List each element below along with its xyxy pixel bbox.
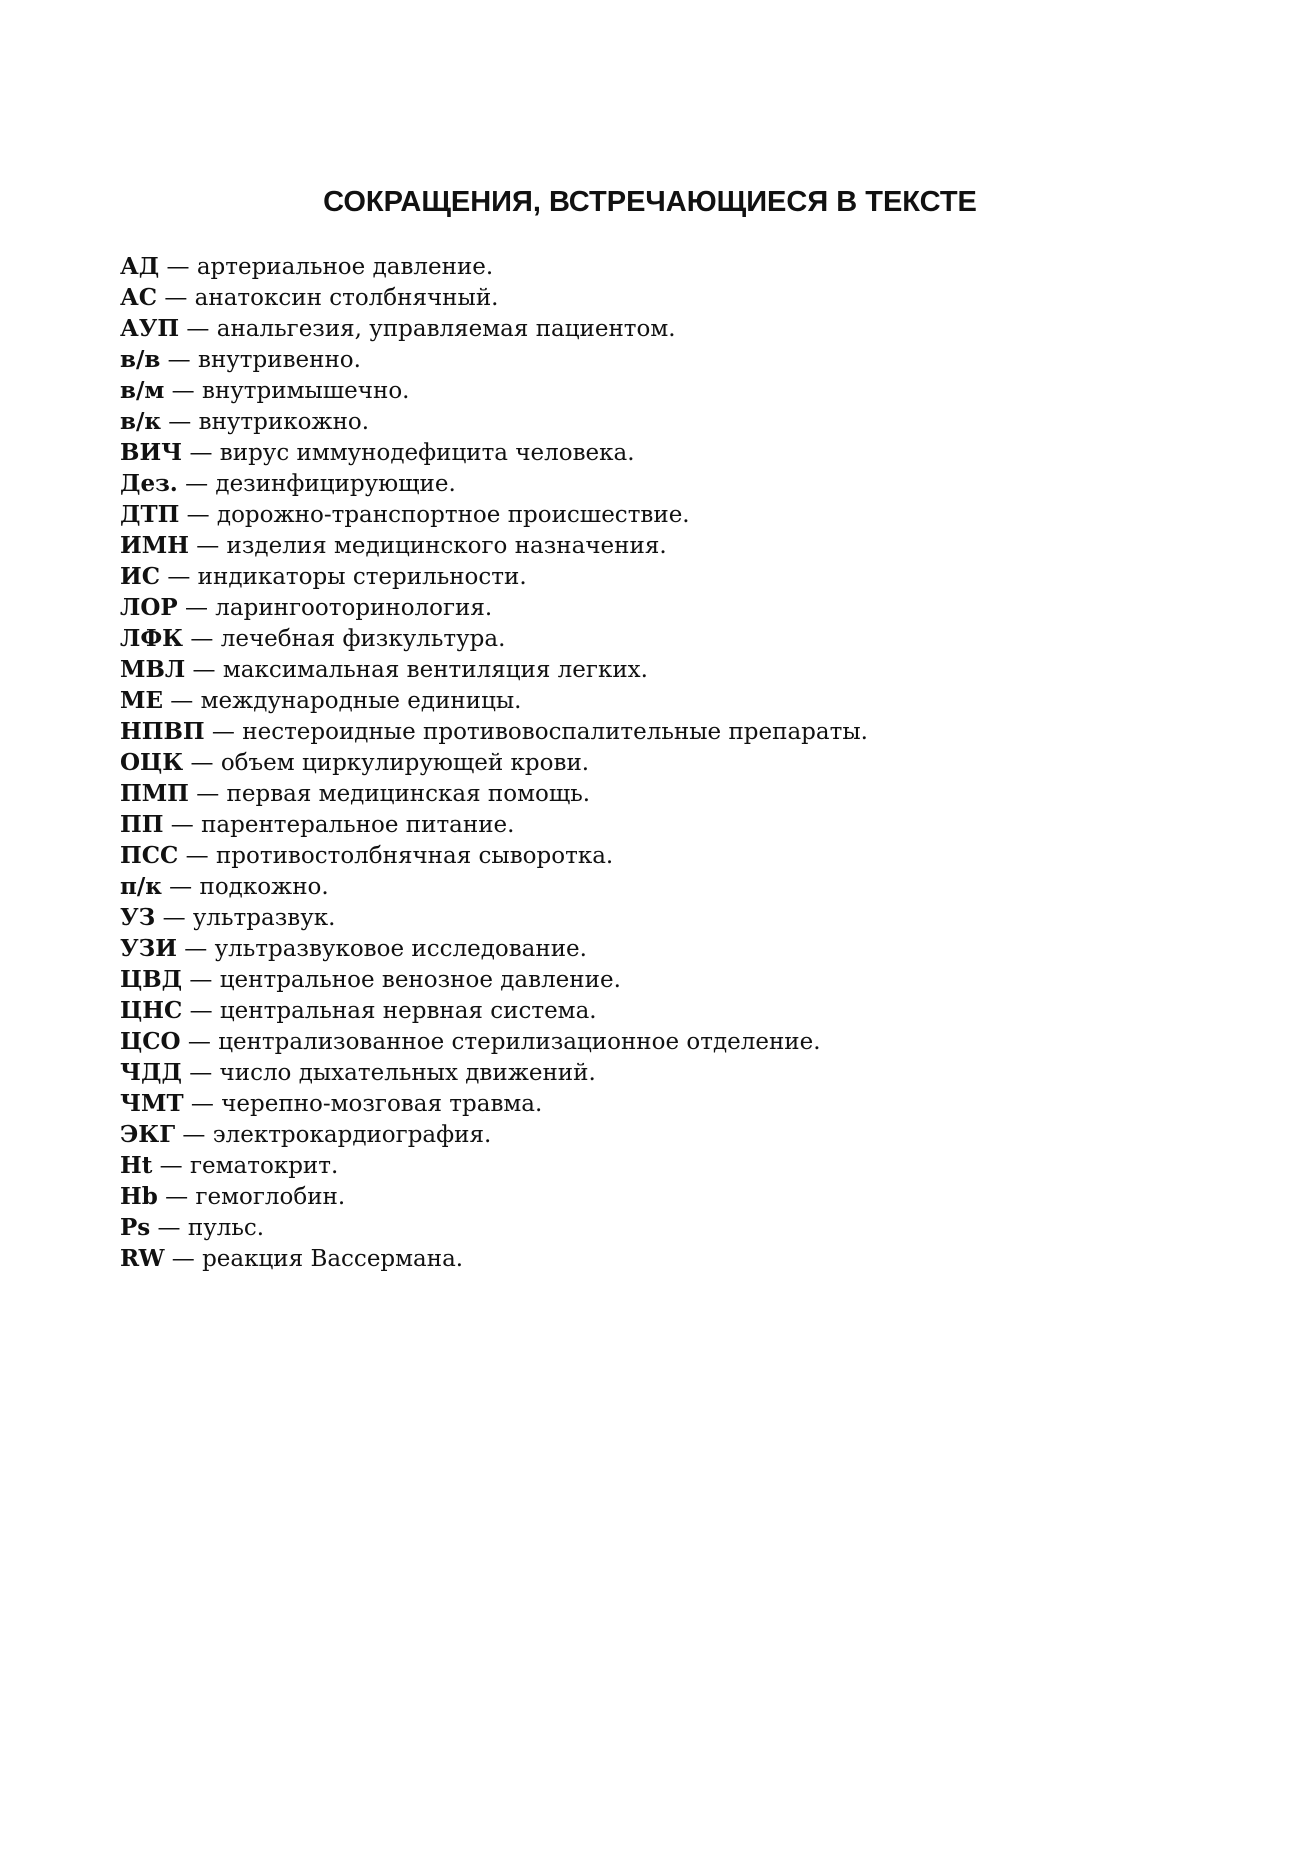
abbreviation-term: ЦНС	[120, 997, 183, 1024]
abbreviation-definition: внутрикожно.	[198, 409, 370, 435]
abbreviation-entry	[120, 313, 868, 344]
abbreviation-entry	[120, 1057, 868, 1088]
abbreviation-term: в/м	[120, 377, 165, 404]
abbreviation-entry	[120, 1212, 868, 1243]
abbreviation-definition: лечебная физкультура.	[220, 626, 506, 652]
abbreviation-term: в/в	[120, 346, 161, 373]
abbreviation-entry	[120, 468, 868, 499]
abbreviation-entry	[120, 561, 868, 592]
abbreviation-entry	[120, 530, 868, 561]
abbreviation-definition: максимальная вентиляция легких.	[222, 657, 648, 683]
abbreviation-definition: электрокардиография.	[212, 1122, 492, 1148]
abbreviation-term: МЕ	[120, 687, 163, 714]
abbreviation-definition: подкожно.	[199, 874, 329, 900]
abbreviation-dash: —	[183, 626, 221, 652]
abbreviation-dash: —	[177, 595, 216, 621]
abbreviation-term: Hb	[120, 1183, 158, 1210]
abbreviation-definition: первая медицинская помощь.	[226, 781, 591, 807]
abbreviation-definition: гемоглобин.	[195, 1184, 346, 1210]
abbreviation-dash: —	[159, 254, 197, 280]
abbreviation-term: ЛФК	[120, 625, 184, 652]
abbreviation-definition: ультразвуковое исследование.	[214, 936, 587, 962]
abbreviation-dash: —	[178, 843, 216, 869]
abbreviation-term: ИС	[120, 563, 161, 590]
abbreviation-entry	[120, 1088, 868, 1119]
abbreviation-definition: черепно-мозговая травма.	[221, 1091, 543, 1117]
abbreviation-dash: —	[152, 1153, 190, 1179]
abbreviation-definition: анатоксин столбнячный.	[194, 285, 499, 311]
abbreviation-definition: центральная нервная система.	[219, 998, 597, 1024]
abbreviation-term: УЗ	[120, 904, 156, 931]
abbreviation-definition: центральное венозное давление.	[219, 967, 621, 993]
abbreviation-term: ПСС	[120, 842, 179, 869]
abbreviation-entry	[120, 406, 868, 437]
abbreviation-dash: —	[161, 874, 200, 900]
abbreviation-term: Дез.	[120, 470, 178, 497]
abbreviation-entry	[120, 1026, 868, 1057]
abbreviation-dash: —	[163, 688, 201, 714]
abbreviation-term: Ps	[120, 1214, 151, 1241]
abbreviation-definition: внутривенно.	[198, 347, 361, 373]
abbreviation-entry	[120, 747, 868, 778]
abbreviation-dash: —	[164, 378, 202, 404]
abbreviation-term: ЧМТ	[120, 1090, 184, 1117]
abbreviation-dash: —	[183, 750, 221, 776]
abbreviation-term: п/к	[120, 873, 162, 900]
abbreviation-definition: изделия медицинского назначения.	[226, 533, 667, 559]
abbreviation-entry	[120, 1181, 868, 1212]
abbreviation-term: ЧДД	[120, 1059, 182, 1086]
abbreviation-entry	[120, 282, 868, 313]
abbreviation-dash: —	[157, 1184, 196, 1210]
abbreviation-entry	[120, 654, 868, 685]
abbreviation-definition: международные единицы.	[200, 688, 522, 714]
abbreviation-definition: объем циркулирующей крови.	[220, 750, 590, 776]
abbreviation-entry	[120, 499, 868, 530]
abbreviation-entry	[120, 1150, 868, 1181]
abbreviation-dash: —	[182, 440, 220, 466]
abbreviation-term: ПМП	[120, 780, 189, 807]
abbreviation-entry	[120, 685, 868, 716]
abbreviation-entry	[120, 1243, 868, 1274]
abbreviation-term: в/к	[120, 408, 161, 435]
abbreviation-entry	[120, 964, 868, 995]
abbreviation-dash: —	[185, 657, 223, 683]
abbreviation-term: RW	[120, 1245, 165, 1272]
abbreviation-entry	[120, 251, 868, 282]
abbreviation-term: ЦСО	[120, 1028, 181, 1055]
abbreviation-dash: —	[188, 533, 227, 559]
abbreviation-definition: артериальное давление.	[196, 254, 494, 280]
abbreviation-definition: внутримышечно.	[202, 378, 410, 404]
abbreviation-definition: индикаторы стерильности.	[197, 564, 527, 590]
page-title: СОКРАЩЕНИЯ, ВСТРЕЧАЮЩИЕСЯ В ТЕКСТЕ	[323, 186, 977, 218]
abbreviation-dash: —	[188, 781, 227, 807]
abbreviation-term: АС	[120, 284, 158, 311]
abbreviation-dash: —	[160, 347, 198, 373]
abbreviation-definition: реакция Вассермана.	[202, 1246, 464, 1272]
abbreviation-entry	[120, 623, 868, 654]
abbreviation-term: АУП	[120, 315, 180, 342]
abbreviation-dash: —	[177, 471, 216, 497]
abbreviation-definition: число дыхательных движений.	[219, 1060, 596, 1086]
abbreviation-dash: —	[182, 998, 220, 1024]
abbreviation-definition: ультразвук.	[192, 905, 336, 931]
abbreviation-term: УЗИ	[120, 935, 177, 962]
abbreviation-entry	[120, 437, 868, 468]
abbreviation-definition: ларингооторинология.	[215, 595, 493, 621]
abbreviation-term: ЛОР	[120, 594, 178, 621]
abbreviation-definition: централизованное стерилизационное отделение.	[218, 1029, 821, 1055]
abbreviation-entry	[120, 1119, 868, 1150]
abbreviation-dash: —	[155, 905, 193, 931]
abbreviation-entry	[120, 995, 868, 1026]
abbreviation-entry	[120, 592, 868, 623]
abbreviation-entry	[120, 716, 868, 747]
abbreviation-definition: гематокрит.	[189, 1153, 339, 1179]
abbreviation-list	[120, 251, 868, 1274]
abbreviation-definition: анальгезия, управляемая пациентом.	[216, 316, 676, 342]
abbreviation-dash: —	[150, 1215, 188, 1241]
abbreviation-definition: дезинфицирующие.	[215, 471, 456, 497]
abbreviation-term: ИМН	[120, 532, 189, 559]
abbreviation-dash: —	[175, 1122, 213, 1148]
abbreviation-definition: нестероидные противовоспалительные препараты.	[242, 719, 868, 745]
abbreviation-dash: —	[204, 719, 243, 745]
abbreviation-entry	[120, 375, 868, 406]
abbreviation-dash: —	[180, 1029, 219, 1055]
abbreviation-dash: —	[163, 812, 202, 838]
abbreviation-entry	[120, 778, 868, 809]
abbreviation-dash: —	[182, 967, 220, 993]
abbreviation-term: Ht	[120, 1152, 153, 1179]
abbreviation-dash: —	[176, 936, 215, 962]
abbreviation-dash: —	[157, 285, 195, 311]
abbreviation-definition: парентеральное питание.	[201, 812, 515, 838]
abbreviation-dash: —	[181, 1060, 220, 1086]
abbreviation-term: ЦВД	[120, 966, 183, 993]
abbreviation-entry	[120, 344, 868, 375]
abbreviation-dash: —	[183, 1091, 222, 1117]
abbreviation-term: ПП	[120, 811, 164, 838]
abbreviation-entry	[120, 933, 868, 964]
abbreviation-definition: противостолбнячная сыворотка.	[215, 843, 614, 869]
abbreviation-term: АД	[120, 253, 160, 280]
abbreviation-dash: —	[164, 1246, 203, 1272]
abbreviation-term: МВЛ	[120, 656, 186, 683]
abbreviation-entry	[120, 902, 868, 933]
abbreviation-term: ЭКГ	[120, 1121, 176, 1148]
abbreviation-term: ВИЧ	[120, 439, 183, 466]
abbreviation-term: ДТП	[120, 501, 180, 528]
abbreviation-dash: —	[179, 316, 217, 342]
abbreviation-dash: —	[161, 409, 199, 435]
abbreviation-definition: пульс.	[187, 1215, 265, 1241]
abbreviation-definition: дорожно-транспортное происшествие.	[216, 502, 690, 528]
abbreviation-entry	[120, 871, 868, 902]
abbreviation-definition: вирус иммунодефицита человека.	[219, 440, 635, 466]
abbreviation-term: НПВП	[120, 718, 205, 745]
abbreviation-entry	[120, 809, 868, 840]
abbreviation-entry	[120, 840, 868, 871]
abbreviation-dash: —	[179, 502, 217, 528]
abbreviation-dash: —	[160, 564, 198, 590]
abbreviation-term: ОЦК	[120, 749, 184, 776]
